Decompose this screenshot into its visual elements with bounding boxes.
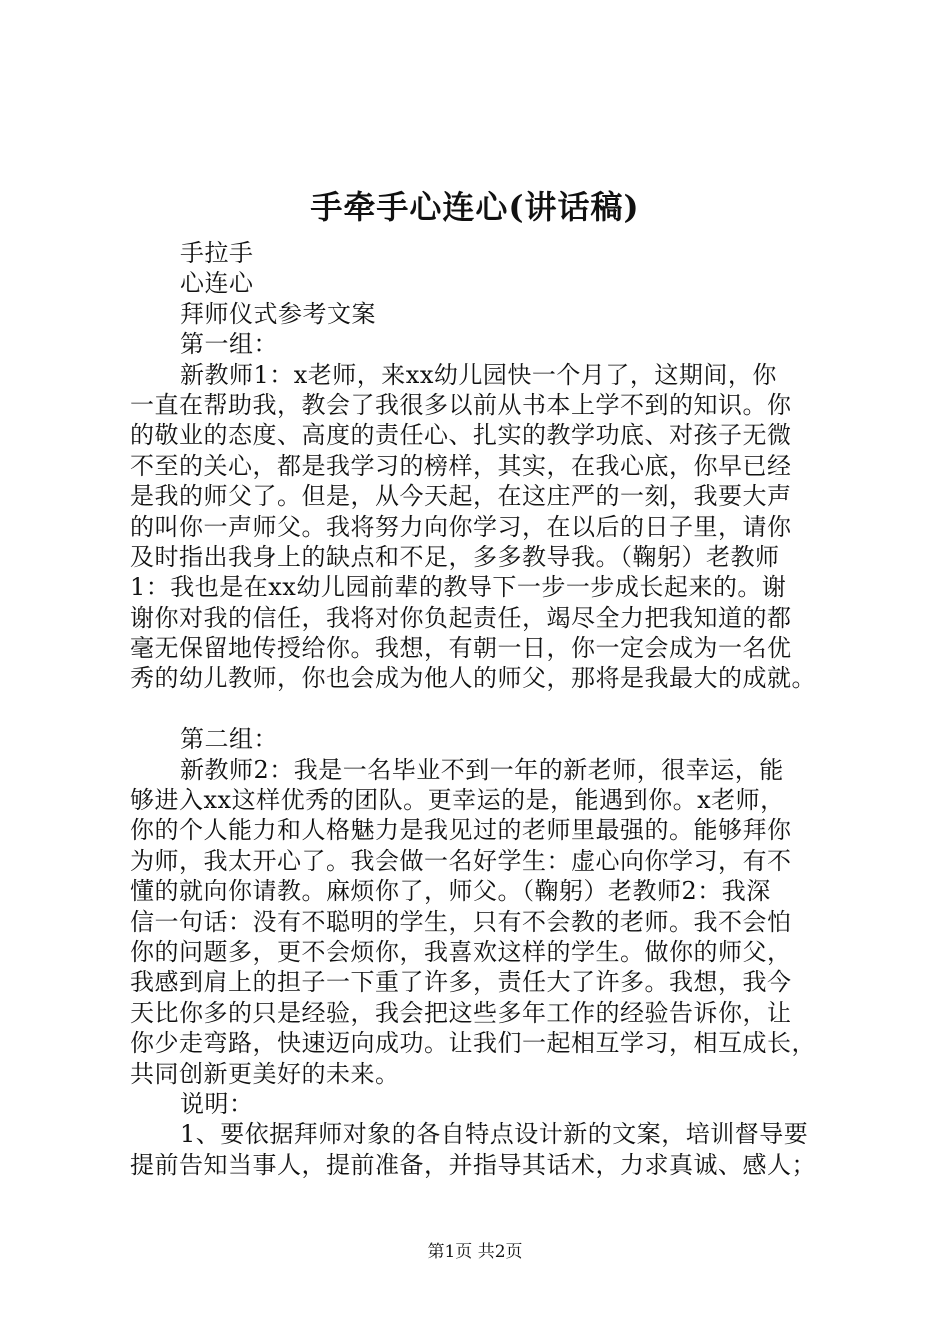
body-line: 信一句话：没有不聪明的学生，只有不会教的老师。我不会怕 <box>130 907 792 936</box>
body-line: 天比你多的只是经验，我会把这些多年工作的经验告诉你，让 <box>130 998 792 1027</box>
body-line: 不至的关心，都是我学习的榜样，其实，在我心底，你早已经 <box>130 451 792 480</box>
body-line: 手拉手 <box>180 239 254 267</box>
document-body <box>130 238 850 1180</box>
body-line: 你的个人能力和人格魅力是我见过的老师里最强的。能够拜你 <box>130 816 792 845</box>
body-line: 新教师1：x老师，来xx幼儿园快一个月了，这期间，你 <box>180 360 777 389</box>
body-line: 谢你对我的信任，我将对你负起责任，竭尽全力把我知道的都 <box>130 603 792 632</box>
body-line: 拜师仪式参考文案 <box>180 299 376 328</box>
body-line: 够进入xx这样优秀的团队。更幸运的是，能遇到你。x老师， <box>130 786 785 815</box>
body-line: 第一组： <box>180 330 278 359</box>
body-line: 的叫你一声师父。我将努力向你学习，在以后的日子里，请你 <box>130 512 792 541</box>
body-line: 1：我也是在xx幼儿园前辈的教导下一步一步成长起来的。谢 <box>130 573 787 602</box>
body-line: 一直在帮助我，教会了我很多以前从书本上学不到的知识。你 <box>130 390 792 419</box>
blank-line <box>130 694 850 724</box>
body-line: 第二组： <box>180 725 278 754</box>
body-line: 心连心 <box>180 269 254 298</box>
body-line: 你少走弯路，快速迈向成功。让我们一起相互学习，相互成长， <box>130 1029 816 1058</box>
body-line: 共同创新更美好的未来。 <box>130 1059 400 1088</box>
body-line: 的敬业的态度、高度的责任心、扎实的教学功底、对孩子无微 <box>130 421 792 450</box>
body-line: 我感到肩上的担子一下重了许多，责任大了许多。我想，我今 <box>130 968 792 997</box>
page-footer: 第1页 共2页 <box>427 1242 523 1262</box>
body-line: 新教师2：我是一名毕业不到一年的新老师，很幸运，能 <box>180 755 784 784</box>
body-line: 是我的师父了。但是，从今天起，在这庄严的一刻，我要大声 <box>130 482 792 511</box>
body-line: 为师，我太开心了。我会做一名好学生：虚心向你学习，有不 <box>130 846 792 875</box>
body-line: 提前告知当事人，提前准备，并指导其话术，力求真诚、感人； <box>130 1150 816 1179</box>
body-line: 你的问题多，更不会烦你，我喜欢这样的学生。做你的师父， <box>130 937 792 966</box>
body-line: 说明： <box>180 1089 254 1118</box>
body-line: 1、要依据拜师对象的各自特点设计新的文案，培训督导要 <box>180 1120 809 1149</box>
body-line: 秀的幼儿教师，你也会成为他人的师父，那将是我最大的成就。 <box>130 664 816 693</box>
body-line: 懂的就向你请教。麻烦你了，师父。（鞠躬）老教师2：我深 <box>130 877 771 906</box>
document-title: 手牵手心连心(讲话稿) <box>310 188 640 226</box>
body-line: 及时指出我身上的缺点和不足，多多教导我。（鞠躬）老教师 <box>130 542 780 571</box>
body-line: 毫无保留地传授给你。我想，有朝一日，你一定会成为一名优 <box>130 634 792 663</box>
